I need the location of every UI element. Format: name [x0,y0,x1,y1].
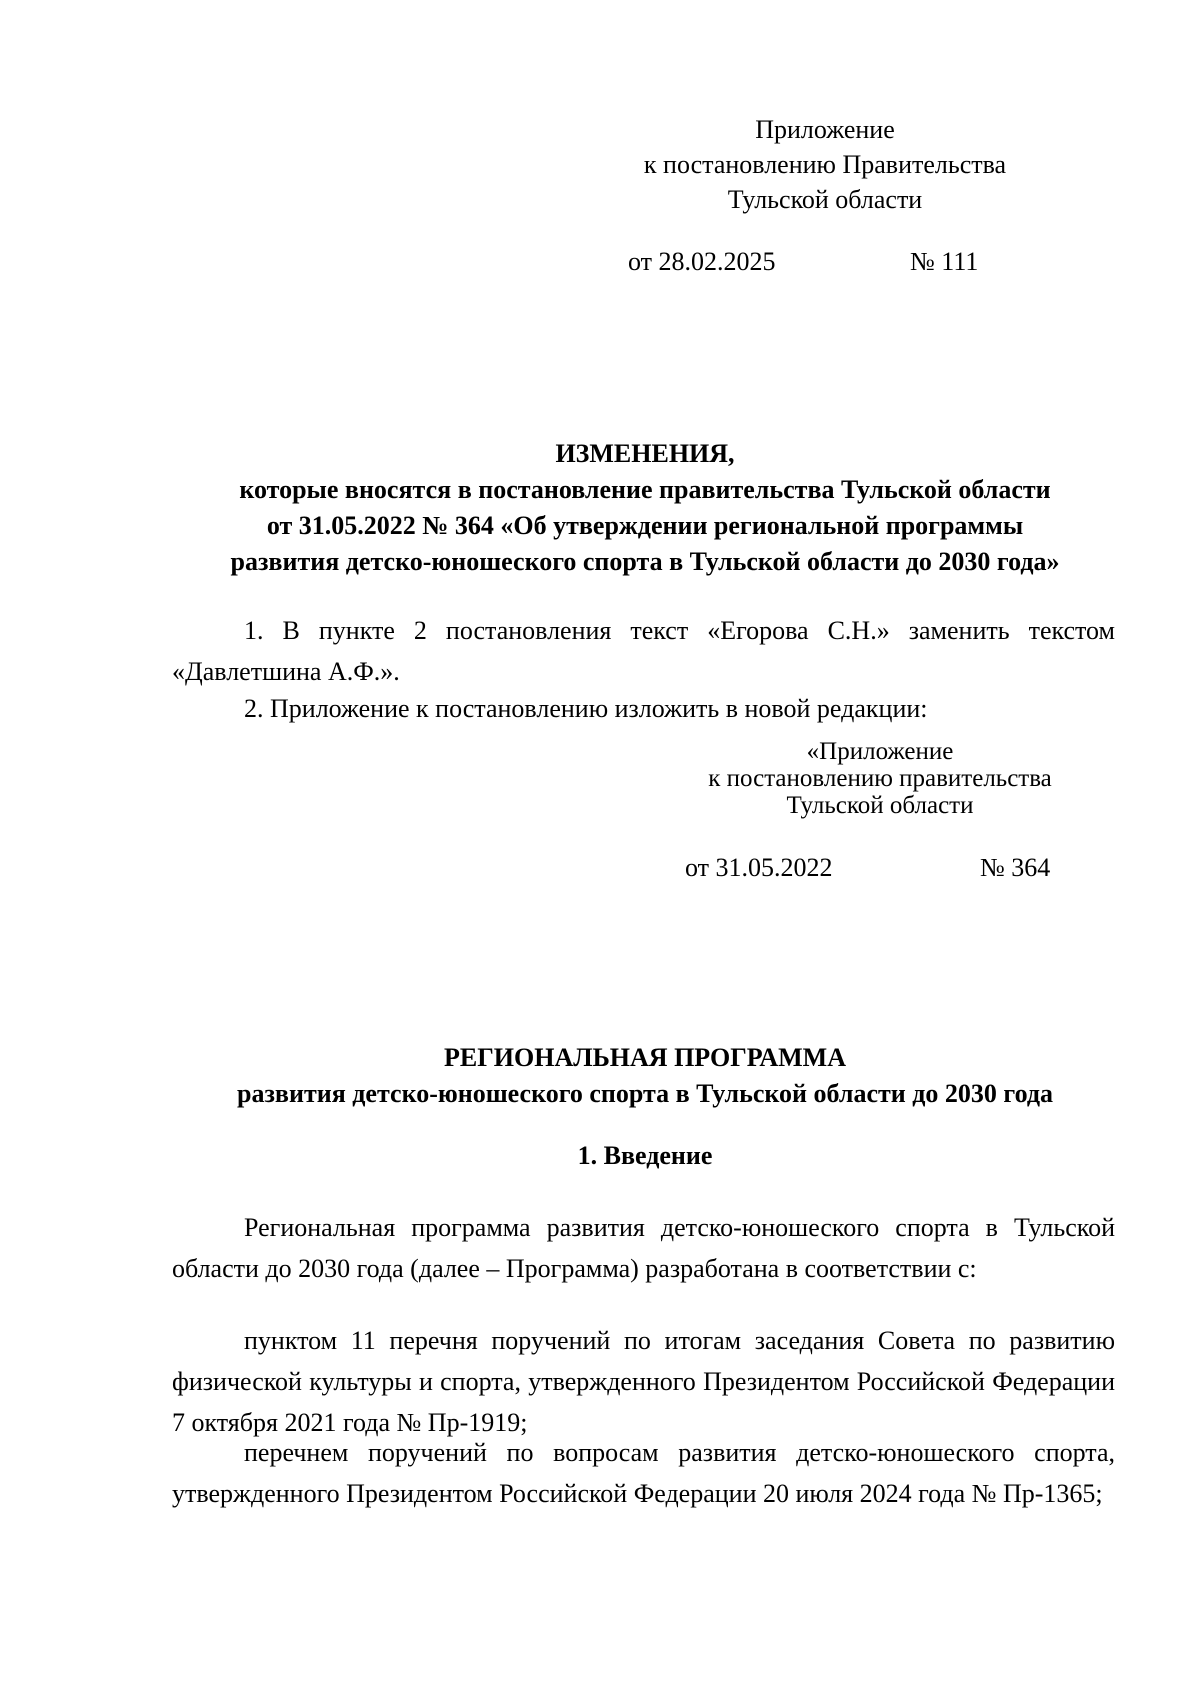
changes-title-line: от 31.05.2022 № 364 «Об утверждении региональной программы [266,511,1024,540]
new-attachment-line: «Приложение [806,738,954,765]
new-attachment-date: от 31.05.2022 [685,853,833,882]
attachment-date: от 28.02.2025 [628,247,776,276]
basis-paragraph-1: пунктом 11 перечня поручений по итогам заседания Совета по развитию физической культуры и спорта, утвержденного Президентом Российской Федерации 7 октября 2021 года № Пр-1919; [172,1326,1115,1437]
changes-title-line: ИЗМЕНЕНИЯ, [555,439,735,468]
attachment-line: Приложение [755,115,895,144]
program-title-line: РЕГИОНАЛЬНАЯ ПРОГРАММА [444,1043,846,1072]
new-attachment-number: № 364 [980,853,1051,882]
attachment-line: Тульской области [727,185,923,214]
attachment-header [625,112,1025,217]
changes-title-line: развития детско-юношеского спорта в Тульской области до 2030 года» [230,547,1060,576]
intro-paragraph: Региональная программа развития детско-юношеского спорта в Тульской области до 2030 года (далее – Программа) разработана в соответствии с: [172,1213,1115,1283]
change-item-2: 2. Приложение к постановлению изложить в новой редакции: [244,694,928,723]
attachment-number: № 111 [910,247,979,276]
change-item-1: 1. В пункте 2 постановления текст «Егорова С.Н.» заменить текстом «Давлетшина А.Ф.». [172,616,1115,686]
new-attachment-line: Тульской области [786,792,974,819]
section-heading: 1. Введение [577,1141,713,1170]
new-attachment-header [680,738,1080,819]
program-title [170,1040,1120,1112]
program-subtitle-line: развития детско-юношеского спорта в Тульской области до 2030 года [237,1079,1053,1108]
new-attachment-line: к постановлению правительства [708,765,1052,792]
basis-paragraph-2: перечнем поручений по вопросам развития детско-юношеского спорта, утвержденного Президентом Российской Федерации 20 июля 2024 года № Пр-1365; [172,1438,1115,1508]
changes-title-line: которые вносятся в постановление правительства Тульской области [239,475,1051,504]
attachment-line: к постановлению Правительства [643,150,1007,179]
changes-title [170,436,1120,580]
